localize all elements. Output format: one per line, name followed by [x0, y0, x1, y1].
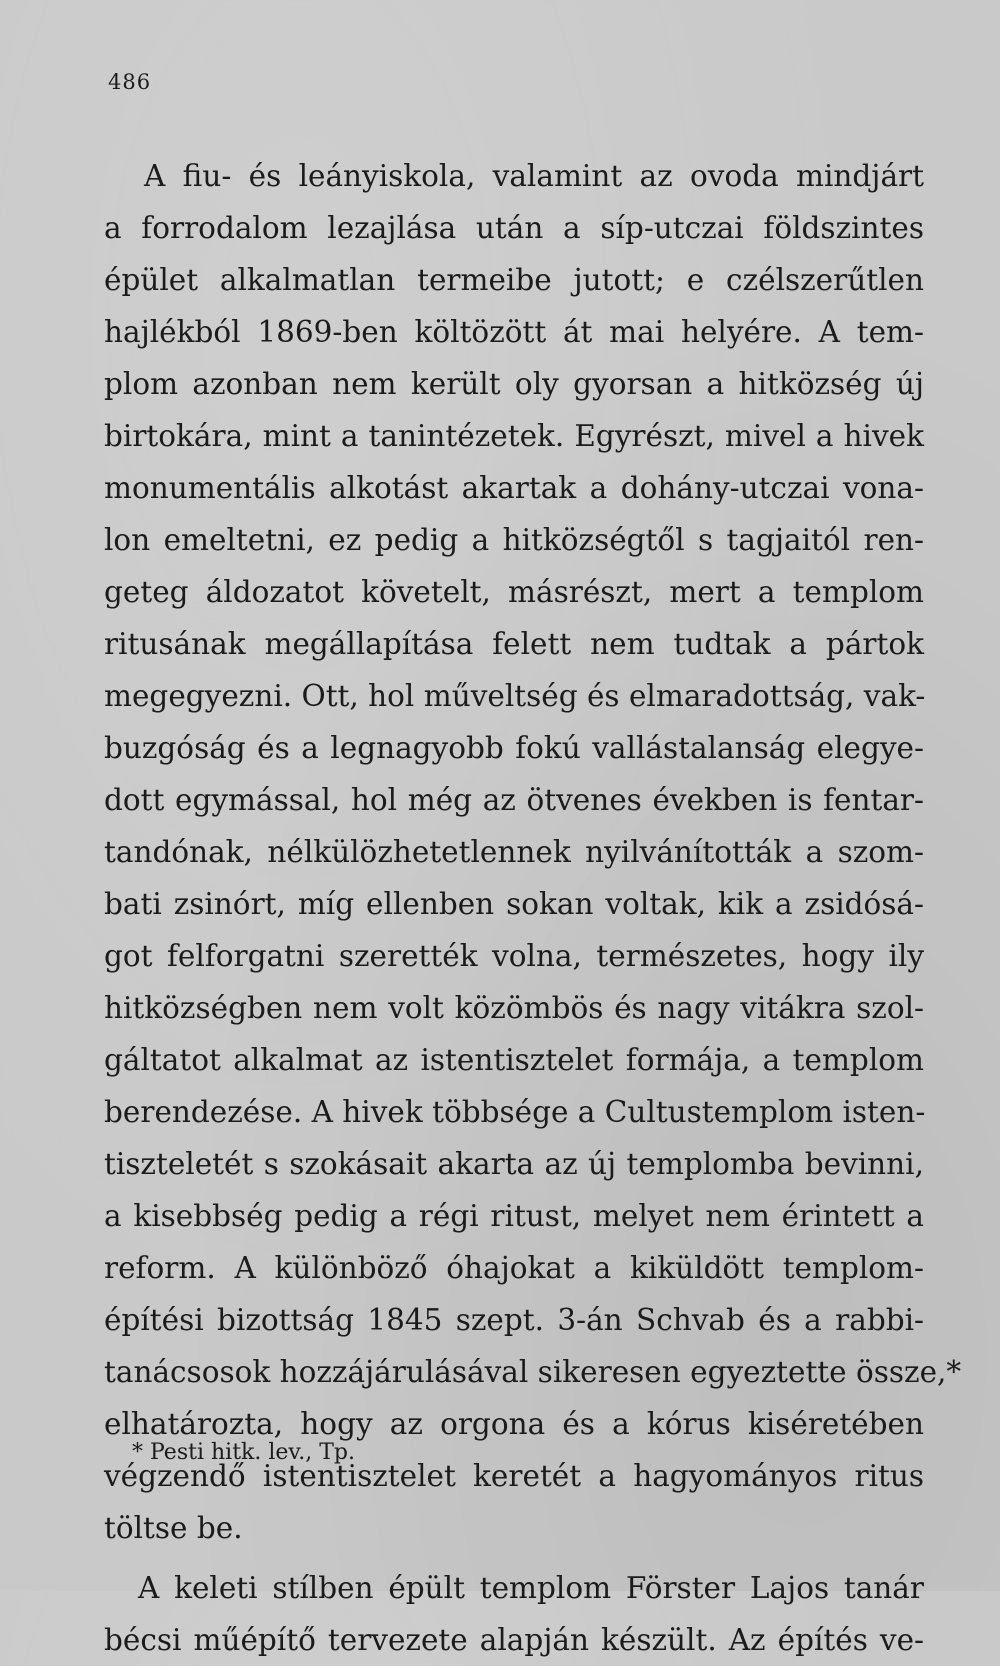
text-line: megegyezni. Ott, hol műveltség és elmaradottság, vak- — [104, 679, 926, 713]
text-line: épület alkalmatlan termeibe jutott; e czélszerűtlen — [104, 263, 924, 297]
text-line: végzendő istentisztelet keretét a hagyományos ritus — [104, 1459, 924, 1493]
text-line: töltse be. — [104, 1511, 243, 1545]
text-line: birtokára, mint a tanintézetek. Egyrészt, mivel a hivek — [104, 419, 924, 453]
text-line: dott egymással, hol még az ötvenes években is fentar- — [104, 783, 924, 817]
text-line: elhatározta, hogy az orgona és a kórus kiséretében — [104, 1407, 924, 1441]
text-line: hitközségben nem volt közömbös és nagy vitákra szol- — [104, 991, 924, 1025]
text-line: ritusának megállapítása felett nem tudtak a pártok — [104, 627, 924, 661]
text-line: a forrodalom lezajlása után a síp-utczai földszintes — [104, 211, 924, 245]
page-number: 486 — [108, 70, 152, 94]
text-line: A fiu- és leányiskola, valamint az ovoda mindjárt — [144, 159, 924, 193]
text-line: buzgóság és a legnagyobb fokú vallástalanság elegye- — [104, 731, 924, 765]
text-line: bati zsinórt, míg ellenben sokan voltak, kik a zsidósá- — [104, 887, 924, 921]
text-line: reform. A különböző óhajokat a kiküldött templom- — [104, 1251, 924, 1285]
text-line: bécsi műépítő tervezete alapján készült. Az építés ve- — [104, 1623, 924, 1657]
text-line: lon emeltetni, ez pedig a hitközségtől s tagjaitól ren- — [104, 523, 924, 557]
text-line: tandónak, nélkülözhetetlennek nyilvánították a szom- — [104, 835, 924, 869]
text-line: berendezése. A hivek többsége a Cultustemplom isten- — [104, 1095, 926, 1129]
text-line: tiszteletét s szokásait akarta az új templomba bevinni, — [104, 1147, 924, 1181]
text-line: plom azonban nem került oly gyorsan a hitközség új — [104, 367, 924, 401]
text-line: A keleti stílben épült templom Förster Lajos tanár — [138, 1571, 924, 1605]
text-line: tanácsosok hozzájárulásával sikeresen egyeztette össze,* — [104, 1355, 962, 1389]
footnote: * Pesti hitk. lev., Tp. — [132, 1440, 355, 1465]
text-line: építési bizottság 1845 szept. 3-án Schvab és a rabbi- — [104, 1303, 924, 1337]
text-line: gáltatot alkalmat az istentisztelet formája, a templom — [104, 1043, 924, 1077]
text-line: got felforgatni szerették volna, természetes, hogy ily — [104, 939, 924, 973]
text-line: hajlékból 1869-ben költözött át mai helyére. A tem- — [104, 315, 924, 349]
text-line: geteg áldozatot követelt, másrészt, mert a templom — [104, 575, 924, 609]
text-line: monumentális alkotást akartak a dohány-utczai vona- — [104, 471, 924, 505]
text-line: a kisebbség pedig a régi ritust, melyet nem érintett a — [104, 1199, 924, 1233]
